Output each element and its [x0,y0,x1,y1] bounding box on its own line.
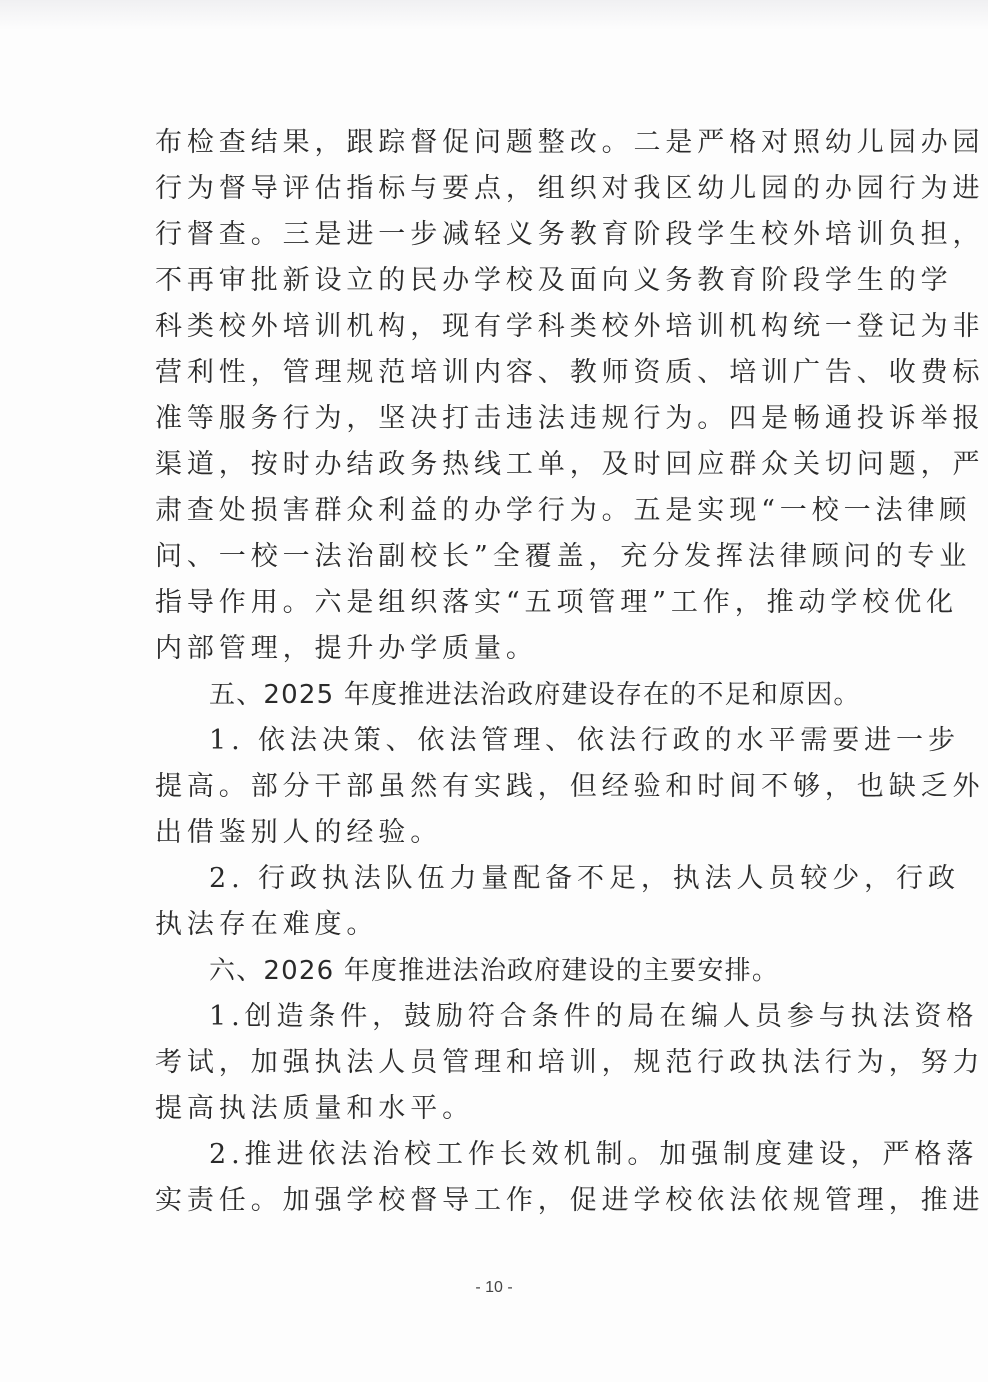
paragraph-line: 准等服务行为，坚决打击违法违规行为。四是畅通投诉举报 [155,403,985,434]
section-heading-6: 六、2026 年度推进法治政府建设的主要安排。 [209,956,780,986]
document-body [155,120,985,1224]
paragraph-line: 提高。部分干部虽然有实践，但经验和时间不够，也缺乏外 [155,771,985,802]
paragraph-line: 营利性，管理规范培训内容、教师资质、培训广告、收费标 [155,357,985,388]
paragraph-line: 不再审批新设立的民办学校及面向义务教育阶段学生的学 [155,265,953,296]
list-item-5-2: 2. 行政执法队伍力量配备不足，执法人员较少，行政 [209,863,960,894]
paragraph-line: 内部管理，提升办学质量。 [155,633,538,664]
paragraph-line: 提高执法质量和水平。 [155,1093,474,1124]
paragraph-line: 实责任。加强学校督导工作，促进学校依法依规管理，推进 [155,1185,985,1216]
paragraph-line: 行督查。三是进一步减轻义务教育阶段学生校外培训负担， [155,219,985,250]
paragraph-line: 渠道，按时办结政务热线工单，及时回应群众关切问题，严 [155,449,985,480]
paragraph-line: 科类校外培训机构，现有学科类校外培训机构统一登记为非 [155,311,985,342]
list-item-5-1: 1. 依法决策、依法管理、依法行政的水平需要进一步 [209,725,960,756]
paragraph-line: 出借鉴别人的经验。 [155,817,443,848]
paragraph-line: 执法存在难度。 [155,909,379,940]
list-item-6-2: 2.推进依法治校工作长效机制。加强制度建设，严格落 [209,1139,979,1170]
paragraph-line: 考试，加强执法人员管理和培训，规范行政执法行为，努力 [155,1047,985,1078]
paragraph-line: 问、一校一法治副校长”全覆盖，充分发挥法律顾问的专业 [155,541,972,572]
paragraph-line: 布检查结果，跟踪督促问题整改。二是严格对照幼儿园办园 [155,127,985,158]
paragraph-line: 肃查处损害群众利益的办学行为。五是实现“一校一法律顾 [155,495,972,526]
list-item-6-1: 1.创造条件，鼓励符合条件的局在编人员参与执法资格 [209,1001,979,1032]
paragraph-line: 行为督导评估指标与要点，组织对我区幼儿园的办园行为进 [155,173,985,204]
paragraph-line: 指导作用。六是组织落实“五项管理”工作，推动学校优化 [155,587,959,618]
section-heading-5: 五、2025 年度推进法治政府建设存在的不足和原因。 [209,680,861,710]
page-number: - 10 - [475,1279,513,1296]
scan-edge-shadow [0,0,988,30]
